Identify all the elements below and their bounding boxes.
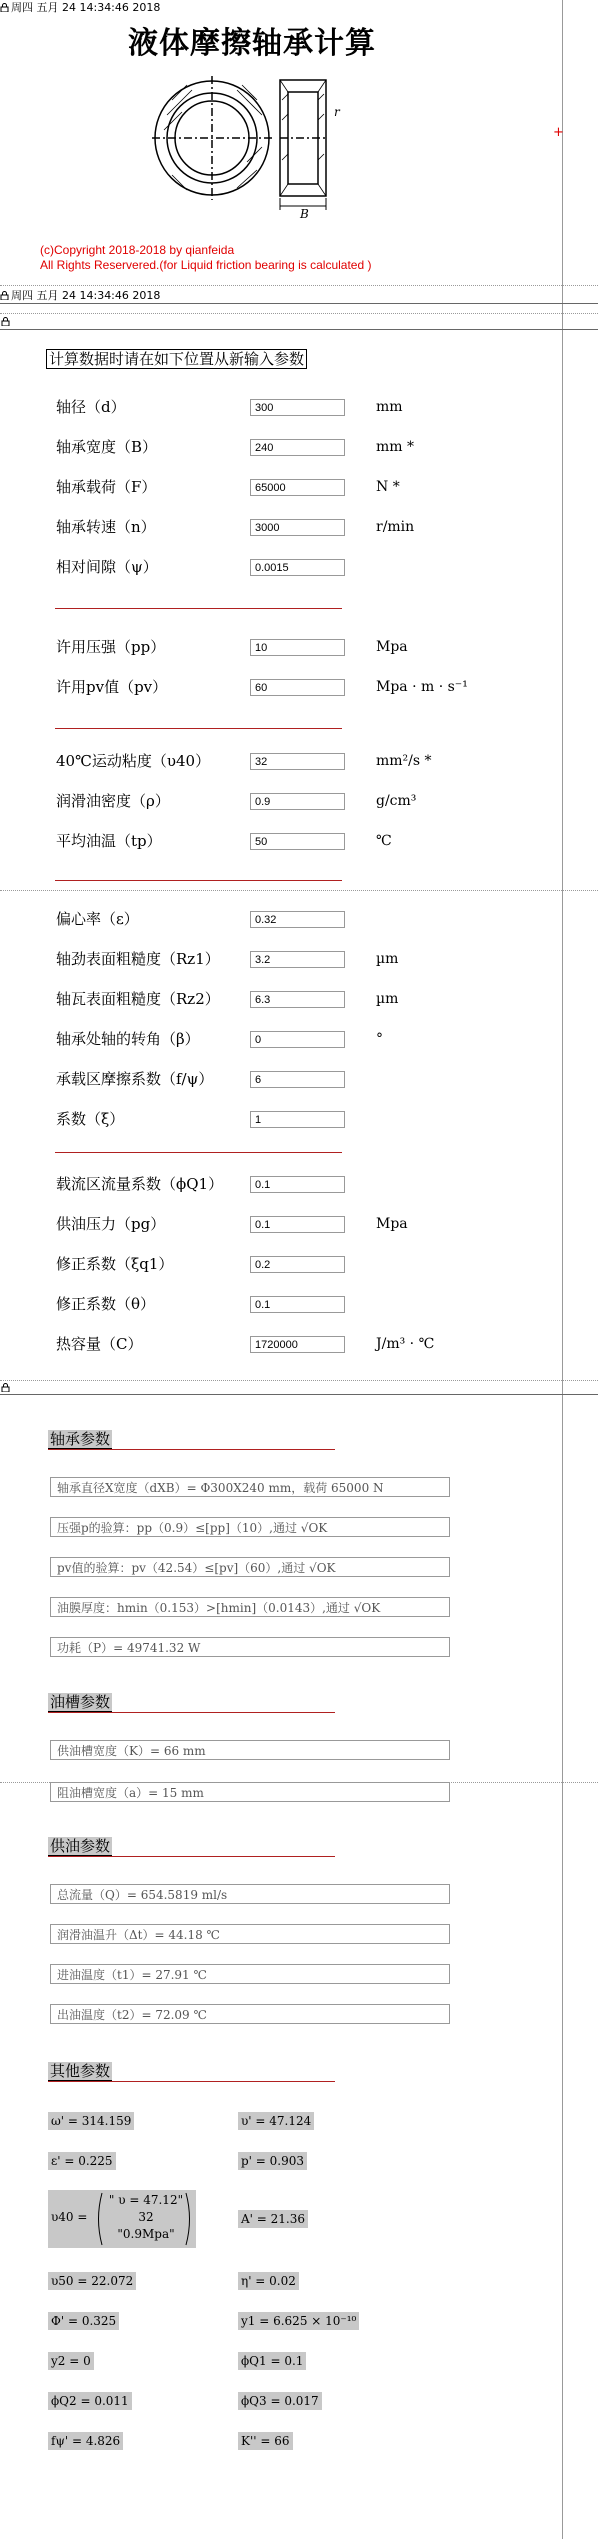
bearing-params-row: 轴承直径X宽度（dXB）= Φ300X240 mm，载荷 65000 N [50, 1477, 450, 1497]
group-separator [55, 880, 342, 881]
oil-params-row: 总流量（Q）= 654.5819 ml/s [50, 1884, 450, 1904]
region-divider [0, 1394, 598, 1395]
viscosity-matrix [48, 2190, 196, 2248]
matrix-cell-2: 32 [138, 2210, 154, 2224]
input-unit: Mpa [376, 1216, 408, 1232]
input-label: 相对间隙（ψ） [56, 558, 158, 576]
input-field[interactable]: 6 [250, 1071, 345, 1088]
left-paren-icon [94, 2192, 104, 2246]
input-field[interactable]: 32 [250, 753, 345, 770]
input-label: 轴承宽度（B） [56, 438, 158, 456]
param-value: fψ' = 4.826 [48, 2432, 123, 2450]
groove-params-row: 阻油槽宽度（a）= 15 mm [50, 1782, 450, 1802]
page-title: 液体摩擦轴承计算 [128, 26, 376, 61]
lock-icon [0, 291, 9, 300]
param-value: ϕQ3 = 0.017 [238, 2392, 322, 2410]
input-unit: J/m³ · ℃ [376, 1336, 435, 1352]
input-label: 载流区流量系数（ϕQ1） [56, 1175, 224, 1193]
input-label: 热容量（C） [56, 1335, 143, 1353]
param-value: A' = 21.36 [238, 2210, 308, 2228]
input-field[interactable]: 6.3 [250, 991, 345, 1008]
group-separator [55, 608, 342, 609]
input-field[interactable]: 0.1 [250, 1176, 345, 1193]
oil-params-row: 进油温度（t1）= 27.91 ℃ [50, 1964, 450, 1984]
input-field[interactable]: 3000 [250, 519, 345, 536]
matrix-cell-1: " υ = 47.12" [108, 2193, 184, 2207]
input-label: 轴径（d） [56, 398, 126, 416]
input-section-title: 计算数据时请在如下位置从新输入参数 [46, 349, 307, 369]
input-unit: µm [376, 951, 399, 967]
diagram-label-r: r [334, 105, 340, 119]
groove-params-title: 油槽参数 [50, 1693, 111, 1711]
input-label: 修正系数（θ） [56, 1295, 156, 1313]
region-divider [0, 313, 598, 314]
param-value: Φ' = 0.325 [48, 2312, 119, 2330]
groove-params-row: 供油槽宽度（K）= 66 mm [50, 1740, 450, 1760]
param-value: y2 = 0 [48, 2352, 94, 2370]
region-divider [0, 303, 598, 304]
bearing-params-row: 功耗（P）= 49741.32 W [50, 1637, 450, 1657]
param-value: ε' = 0.225 [48, 2152, 116, 2170]
input-label: 许用pv值（pv） [56, 678, 168, 696]
input-label: 修正系数（ξq1） [56, 1255, 174, 1273]
param-value: υ' = 47.124 [238, 2112, 314, 2130]
bearing-params-row: 压强p的验算：pp（0.9）≤[pp]（10）,通过 √OK [50, 1517, 450, 1537]
section-underline [48, 1449, 335, 1450]
input-field[interactable]: 10 [250, 639, 345, 656]
timestamp: 周四 五月 24 14:34:46 2018 [11, 1, 161, 14]
input-label: 许用压强（pp） [56, 638, 166, 656]
right-margin-guide [562, 0, 563, 2539]
lock-icon [1, 1383, 10, 1392]
other-params-title: 其他参数 [50, 2062, 111, 2080]
input-label: 系数（ξ） [56, 1110, 125, 1128]
matrix-cell-3: "0.9Mpa" [117, 2227, 175, 2241]
param-value: υ50 = 22.072 [48, 2272, 136, 2290]
input-field[interactable]: 0.1 [250, 1296, 345, 1313]
diagram-label-b: B [300, 207, 309, 220]
right-paren-icon [184, 2192, 194, 2246]
input-field[interactable]: 0.9 [250, 793, 345, 810]
param-value: η' = 0.02 [238, 2272, 299, 2290]
input-label: 40℃运动粘度（υ40） [56, 752, 211, 770]
input-unit: g/cm³ [376, 793, 417, 809]
input-field[interactable]: 240 [250, 439, 345, 456]
input-unit: ° [376, 1031, 383, 1047]
timestamp: 周四 五月 24 14:34:46 2018 [11, 289, 161, 302]
input-unit: Mpa · m · s⁻¹ [376, 679, 468, 695]
lock-icon [1, 317, 10, 326]
input-field[interactable]: 65000 [250, 479, 345, 496]
group-separator [55, 728, 342, 729]
param-value: p' = 0.903 [238, 2152, 307, 2170]
region-header-1 [0, 1, 160, 14]
region-divider [0, 1380, 598, 1381]
param-value: ϕQ1 = 0.1 [238, 2352, 306, 2370]
param-value: ϕQ2 = 0.011 [48, 2392, 132, 2410]
input-unit: ℃ [376, 833, 392, 849]
section-underline [48, 1856, 335, 1857]
section-underline [48, 2081, 335, 2082]
copyright-line-1: (c)Copyright 2018-2018 by qianfeida [40, 243, 235, 257]
input-label: 轴瓦表面粗糙度（Rz2） [56, 990, 220, 1008]
input-field[interactable]: 60 [250, 679, 345, 696]
region-divider [0, 1782, 598, 1783]
matrix-label: υ40 = [51, 2210, 88, 2224]
bearing-params-title: 轴承参数 [50, 1430, 111, 1448]
param-value: K'' = 66 [238, 2432, 293, 2450]
region-divider [0, 285, 598, 286]
input-label: 承载区摩擦系数（f/ψ） [56, 1070, 214, 1088]
input-unit: N * [376, 479, 400, 495]
input-unit: mm [376, 399, 403, 415]
input-field[interactable]: 0.1 [250, 1216, 345, 1233]
plus-marker-icon: + [553, 125, 564, 140]
copyright-line-2: All Rights Reservered.(for Liquid friction bearing is calculated ) [40, 258, 372, 272]
section-underline [48, 1712, 335, 1713]
input-label: 偏心率（ε） [56, 910, 139, 928]
oil-params-title: 供油参数 [50, 1837, 111, 1855]
input-label: 轴承转速（n） [56, 518, 156, 536]
input-field[interactable]: 1720000 [250, 1336, 345, 1353]
input-field[interactable]: 0.2 [250, 1256, 345, 1273]
input-unit: mm²/s * [376, 753, 432, 769]
input-field[interactable]: 0.32 [250, 911, 345, 928]
group-separator [55, 1152, 342, 1153]
input-unit: µm [376, 991, 399, 1007]
bearing-params-row: 油膜厚度：hmin（0.153）>[hmin]（0.0143）,通过 √OK [50, 1597, 450, 1617]
copyright [40, 243, 371, 273]
input-label: 轴承载荷（F） [56, 478, 157, 496]
input-unit: mm * [376, 439, 415, 455]
lock-icon [0, 3, 9, 12]
oil-params-row: 润滑油温升（Δt）= 44.18 ℃ [50, 1924, 450, 1944]
param-value: y1 = 6.625 × 10⁻¹⁰ [238, 2312, 359, 2330]
input-field[interactable]: 0.0015 [250, 559, 345, 576]
input-unit: r/min [376, 519, 415, 535]
input-field[interactable]: 0 [250, 1031, 345, 1048]
input-label: 润滑油密度（ρ） [56, 792, 170, 810]
param-value: ω' = 314.159 [48, 2112, 134, 2130]
oil-params-row: 出油温度（t2）= 72.09 ℃ [50, 2004, 450, 2024]
bearing-diagram [152, 70, 344, 220]
region-divider [0, 890, 598, 891]
input-label: 供油压力（pg） [56, 1215, 166, 1233]
region-header-2 [0, 289, 160, 302]
region-divider [0, 329, 598, 330]
input-label: 轴承处轴的转角（β） [56, 1030, 200, 1048]
input-unit: Mpa [376, 639, 408, 655]
input-field[interactable]: 50 [250, 833, 345, 850]
input-field[interactable]: 300 [250, 399, 345, 416]
input-field[interactable]: 3.2 [250, 951, 345, 968]
input-label: 平均油温（tp） [56, 832, 162, 850]
input-label: 轴劲表面粗糙度（Rz1） [56, 950, 220, 968]
bearing-params-row: pv值的验算：pv（42.54）≤[pv]（60）,通过 √OK [50, 1557, 450, 1577]
input-field[interactable]: 1 [250, 1111, 345, 1128]
